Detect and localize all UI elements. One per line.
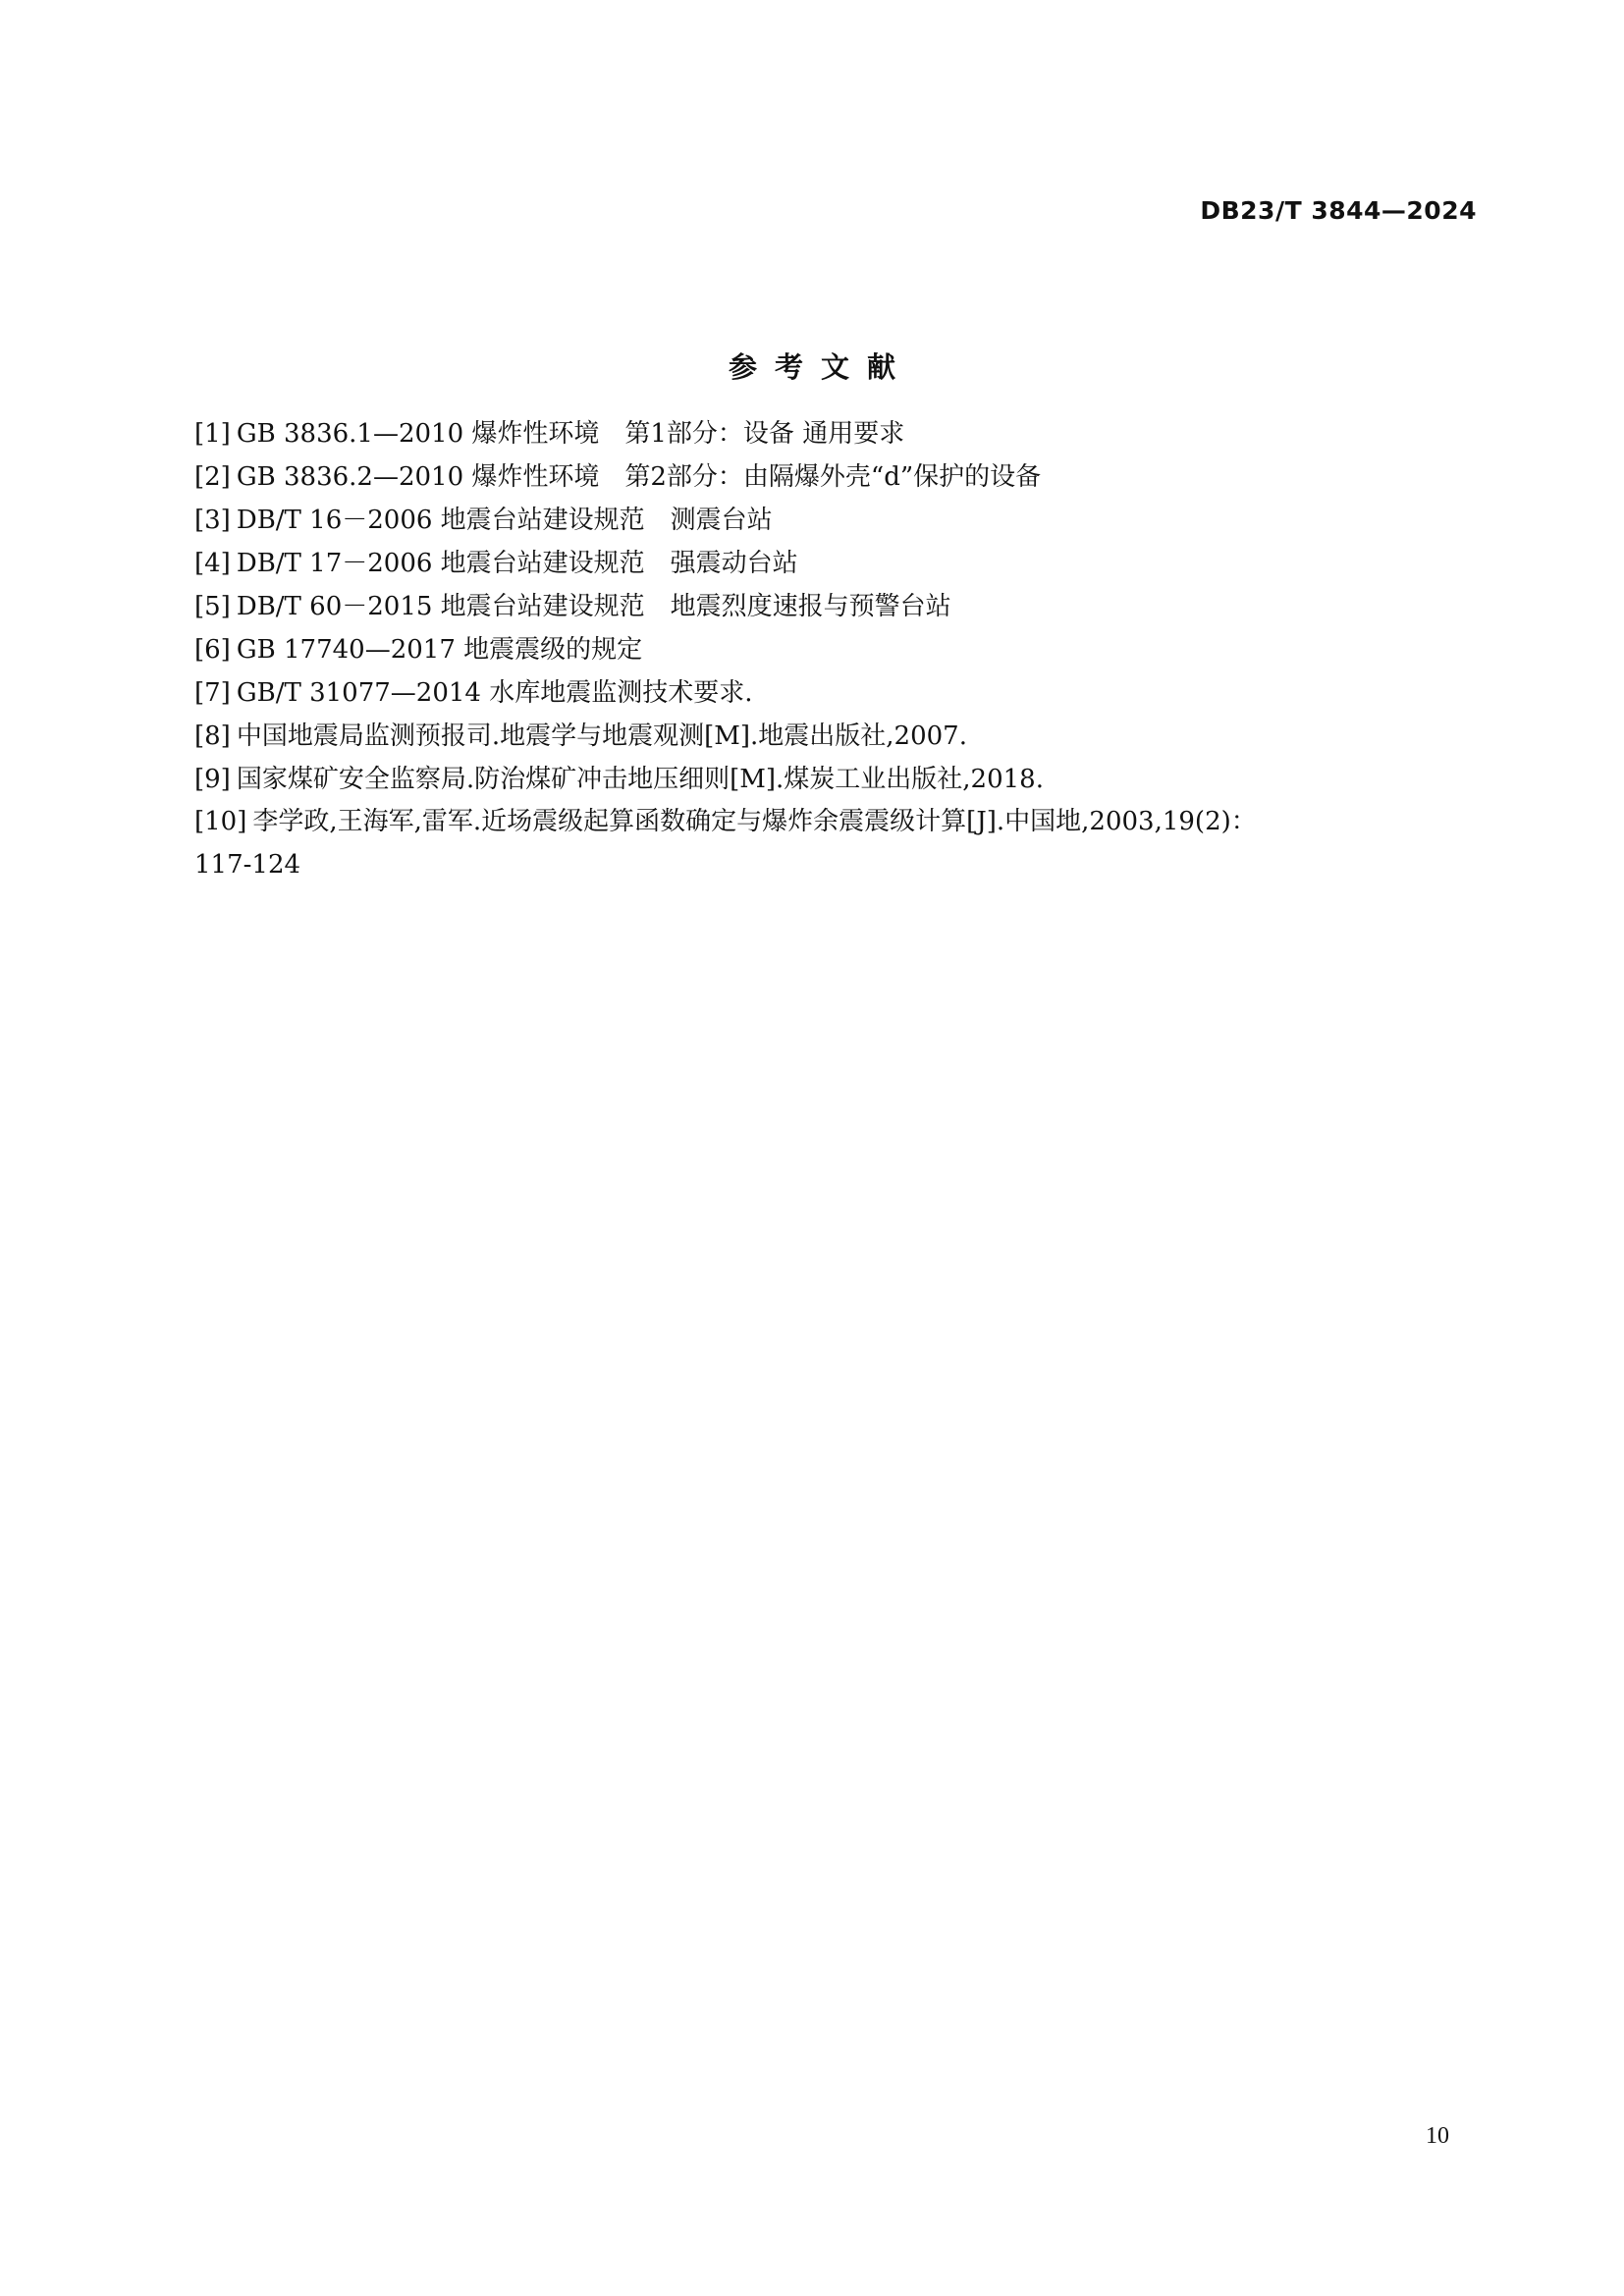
reference-item-1	[194, 412, 1481, 455]
reference-number: [10]	[194, 807, 247, 836]
reference-text: 中国地震局监测预报司.地震学与地震观测[M].地震出版社,2007.	[236, 721, 967, 751]
reference-number: [6]	[194, 635, 231, 665]
reference-number: [3]	[194, 506, 231, 535]
reference-text: DB/T 60－2015 地震台站建设规范 地震烈度速报与预警台站	[236, 592, 951, 621]
reference-text: 李学政,王海军,雷军.近场震级起算函数确定与爆炸余震震级计算[J].中国地,2003,19(2)：	[252, 807, 1257, 836]
reference-list	[194, 412, 1481, 801]
reference-item-9	[194, 758, 1481, 801]
section-title: 参考文献	[728, 350, 913, 384]
reference-text: GB 3836.2—2010 爆炸性环境 第2部分：由隔爆外壳“d”保护的设备	[236, 462, 1042, 492]
reference-number: [1]	[194, 419, 231, 449]
reference-item-8	[194, 715, 1481, 758]
reference-number: [2]	[194, 462, 231, 492]
reference-text: GB 3836.1—2010 爆炸性环境 第1部分：设备 通用要求	[236, 419, 905, 449]
reference-number: [8]	[194, 721, 231, 751]
reference-item-2	[194, 455, 1481, 499]
page-number: 10	[1426, 2123, 1449, 2149]
reference-text: GB/T 31077—2014 水库地震监测技术要求.	[236, 678, 753, 708]
reference-text-continuation: 117-124	[194, 850, 301, 880]
reference-item-6	[194, 628, 1481, 671]
reference-text: 国家煤矿安全监察局.防治煤矿冲击地压细则[M].煤炭工业出版社,2018.	[236, 765, 1044, 794]
reference-item-5	[194, 585, 1481, 628]
reference-number: [4]	[194, 549, 231, 578]
reference-item-3	[194, 499, 1481, 542]
reference-text: DB/T 16－2006 地震台站建设规范 测震台站	[236, 506, 773, 535]
reference-item-10	[194, 800, 1510, 843]
reference-item-4	[194, 542, 1481, 585]
reference-item-7	[194, 671, 1481, 715]
reference-number: [7]	[194, 678, 231, 708]
reference-text: DB/T 17－2006 地震台站建设规范 强震动台站	[236, 549, 798, 578]
document-code: DB23/T 3844—2024	[1200, 196, 1477, 225]
reference-text: GB 17740—2017 地震震级的规定	[236, 635, 643, 665]
reference-number: [5]	[194, 592, 231, 621]
reference-number: [9]	[194, 765, 231, 794]
